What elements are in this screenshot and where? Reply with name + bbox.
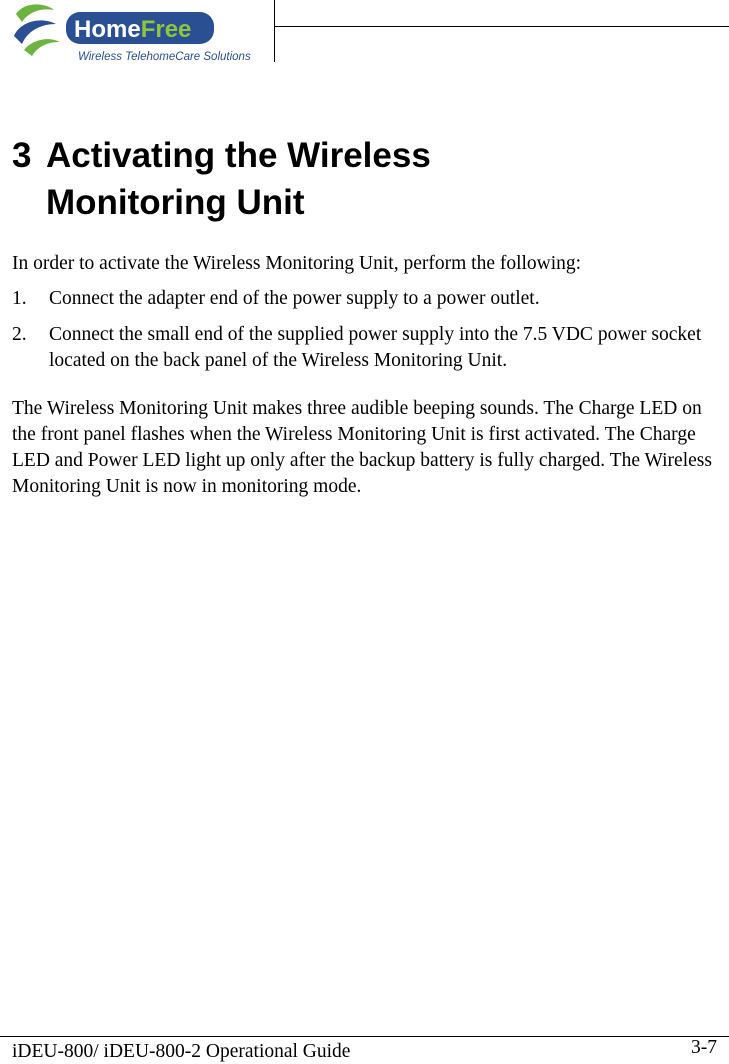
footer-doc-title: iDEU-800/ iDEU-800-2 Operational Guide bbox=[12, 1041, 351, 1062]
footer-rule bbox=[0, 1036, 729, 1037]
logo-brand-text bbox=[74, 16, 191, 43]
chapter-title bbox=[12, 132, 712, 226]
header-rule bbox=[275, 26, 729, 27]
step-number: 1. bbox=[12, 288, 27, 309]
logo-swoosh-green bbox=[16, 4, 54, 22]
intro-text: In order to activate the Wireless Monitoring Unit, perform the following: bbox=[12, 253, 582, 274]
page-header bbox=[0, 0, 729, 66]
page-number: 3-7 bbox=[691, 1037, 717, 1058]
steps-list bbox=[12, 286, 724, 384]
step-text: Connect the small end of the supplied power supply into the 7.5 VDC power socket located on the back panel of the Wireless Monitoring Unit. bbox=[49, 324, 702, 371]
header-divider-vertical bbox=[274, 0, 275, 62]
body-paragraph: The Wireless Monitoring Unit makes three audible beeping sounds. The Charge LED on the front panel flashes when the Wireless Monitoring Unit is first activated. The Charge LED and Power LED light up only after the backup battery is fully charged. The Wireless Monitoring Unit is now in monitoring mode. bbox=[12, 398, 712, 497]
chapter-title-line1: Activating the Wireless bbox=[46, 136, 431, 175]
step-number: 2. bbox=[12, 324, 27, 345]
homefree-logo-graphic bbox=[10, 0, 272, 64]
chapter-title-line2: Monitoring Unit bbox=[46, 183, 305, 222]
logo-brand-first: Home bbox=[74, 16, 141, 43]
logo-tagline: Wireless TelehomeCare Solutions bbox=[78, 51, 251, 63]
chapter-number: 3 bbox=[12, 136, 32, 175]
homefree-logo bbox=[10, 0, 272, 64]
step-text: Connect the adapter end of the power supply to a power outlet. bbox=[49, 288, 540, 309]
logo-swoosh-green-lower bbox=[24, 39, 60, 56]
logo-brand-second: Free bbox=[140, 16, 192, 43]
list-item bbox=[12, 286, 724, 312]
list-item bbox=[12, 322, 724, 374]
